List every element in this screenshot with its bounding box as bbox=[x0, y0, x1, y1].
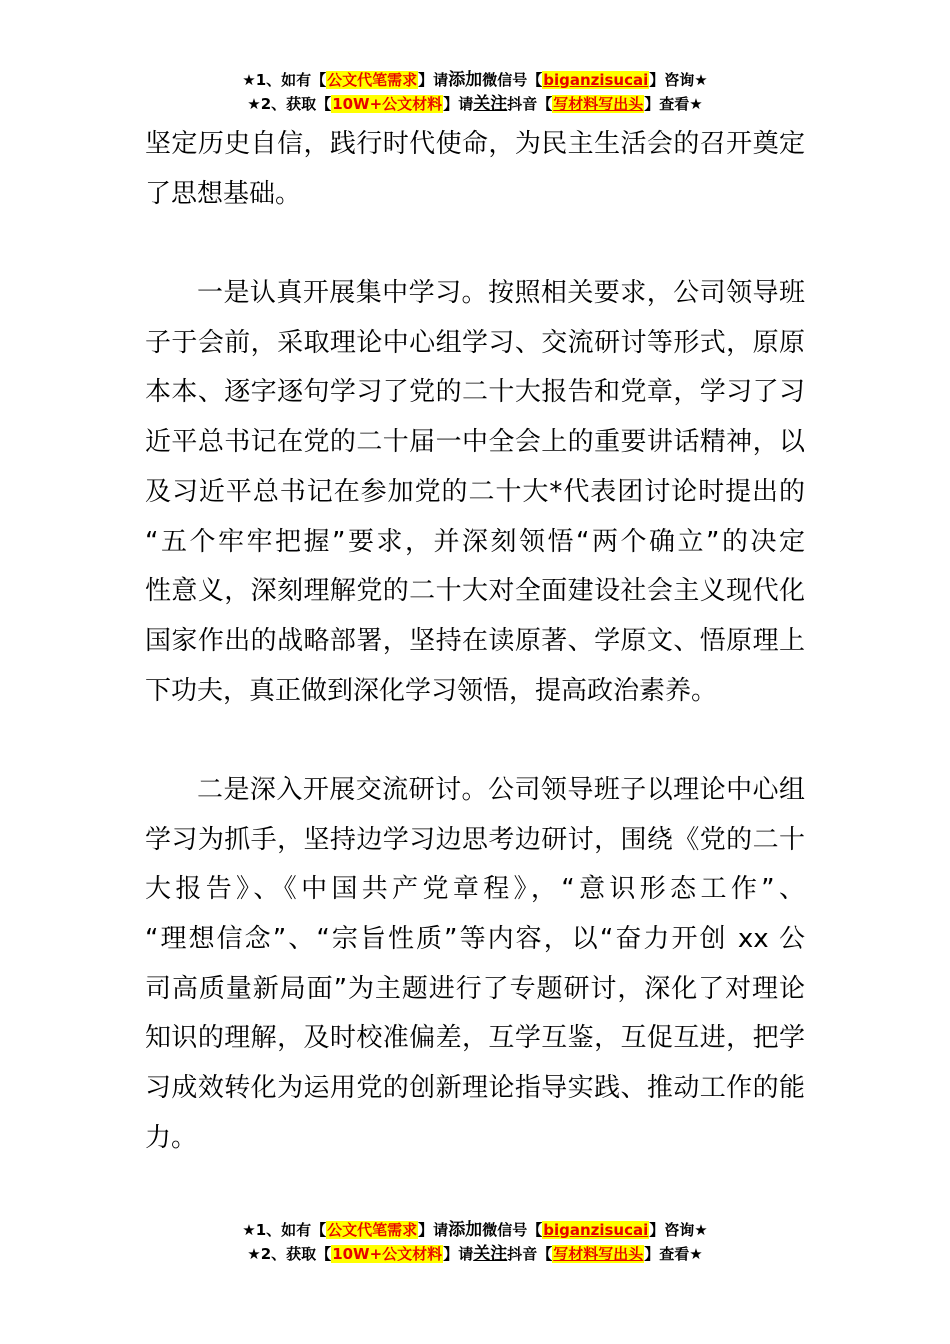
banner-line-1 bbox=[0, 1218, 950, 1242]
banner-text: 】咨询★ bbox=[649, 1221, 708, 1239]
text-line: 子于会前，采取理论中心组学习、交流研讨等形式，原原 bbox=[145, 327, 805, 358]
banner-text: 】查看★ bbox=[644, 1245, 703, 1263]
text-line: 力。 bbox=[145, 1122, 198, 1153]
text-line: 二是深入开展交流研讨。公司领导班子以理论中心组 bbox=[197, 774, 805, 805]
text-line: 本本、逐字逐句学习了党的二十大报告和党章，学习了习 bbox=[145, 377, 805, 408]
banner-text: 】请 bbox=[418, 71, 449, 89]
text-line: 习成效转化为运用党的创新理论指导实践、推动工作的能 bbox=[145, 1073, 805, 1104]
banner-line-2 bbox=[0, 1242, 950, 1266]
banner-text: 微信号【 bbox=[482, 1221, 543, 1239]
banner-line-1 bbox=[0, 68, 950, 92]
banner-text: 】咨询★ bbox=[649, 71, 708, 89]
highlight-service: 公文代笔需求 bbox=[327, 1221, 418, 1239]
text-line: 坚定历史自信，践行时代使命，为民主生活会的召开奠定 bbox=[145, 129, 805, 159]
footer-banner bbox=[0, 1218, 950, 1266]
highlight-materials: 10W+公文材料 bbox=[332, 95, 443, 113]
text-line: 学习为抓手，坚持边学习边思考边研讨，围绕《党的二十 bbox=[145, 824, 805, 855]
banner-text: 】请 bbox=[418, 1221, 449, 1239]
text-line: 下功夫，真正做到深化学习领悟，提高政治素养。 bbox=[145, 675, 718, 706]
banner-text: 】查看★ bbox=[644, 95, 703, 113]
paragraph-2 bbox=[145, 269, 805, 716]
banner-text: 微信号【 bbox=[482, 71, 543, 89]
banner-text: ★2、获取【 bbox=[247, 95, 332, 113]
text-line: “五个牢牢把握”要求，并深刻领悟“两个确立”的决定 bbox=[145, 526, 805, 557]
document-body bbox=[145, 120, 805, 1163]
highlight-materials: 10W+公文材料 bbox=[332, 1245, 443, 1263]
paragraph-1 bbox=[145, 120, 805, 219]
text-line: 大报告》、《中国共产党章程》，“意识形态工作”、 bbox=[145, 874, 805, 905]
banner-text: ★1、如有【 bbox=[242, 71, 327, 89]
banner-text: 】请 bbox=[443, 95, 474, 113]
text-line: 知识的理解，及时校准偏差，互学互鉴，互促互进，把学 bbox=[145, 1023, 805, 1054]
banner-emphasis: 关注 bbox=[473, 1244, 508, 1264]
highlight-wechat-id: biganzisucai bbox=[543, 1221, 649, 1239]
text-line: “理想信念”、“宗旨性质”等内容，以“奋力开创 xx 公 bbox=[145, 924, 805, 954]
banner-text: ★2、获取【 bbox=[247, 1245, 332, 1263]
banner-emphasis: 关注 bbox=[473, 94, 508, 114]
banner-text: 】请 bbox=[443, 1245, 474, 1263]
text-line: 了思想基础。 bbox=[145, 178, 302, 209]
highlight-douyin-account: 写材料写出头 bbox=[553, 95, 644, 113]
banner-line-2 bbox=[0, 92, 950, 116]
text-line: 及习近平总书记在参加党的二十大*代表团讨论时提出的 bbox=[145, 476, 805, 507]
banner-emphasis: 添加 bbox=[448, 70, 483, 90]
highlight-service: 公文代笔需求 bbox=[327, 71, 418, 89]
text-line: 司高质量新局面”为主题进行了专题研讨，深化了对理论 bbox=[145, 973, 805, 1004]
paragraph-3 bbox=[145, 766, 805, 1164]
text-line: 国家作出的战略部署，坚持在读原著、学原文、悟原理上 bbox=[145, 625, 805, 656]
header-banner bbox=[0, 68, 950, 116]
banner-text: 抖音【 bbox=[507, 95, 553, 113]
text-line: 近平总书记在党的二十届一中全会上的重要讲话精神，以 bbox=[145, 427, 805, 458]
highlight-douyin-account: 写材料写出头 bbox=[553, 1245, 644, 1263]
banner-emphasis: 添加 bbox=[448, 1220, 483, 1240]
highlight-wechat-id: biganzisucai bbox=[543, 71, 649, 89]
text-line: 性意义，深刻理解党的二十大对全面建设社会主义现代化 bbox=[145, 576, 805, 607]
banner-text: ★1、如有【 bbox=[242, 1221, 327, 1239]
banner-text: 抖音【 bbox=[507, 1245, 553, 1263]
text-line: 一是认真开展集中学习。按照相关要求，公司领导班 bbox=[197, 278, 805, 309]
